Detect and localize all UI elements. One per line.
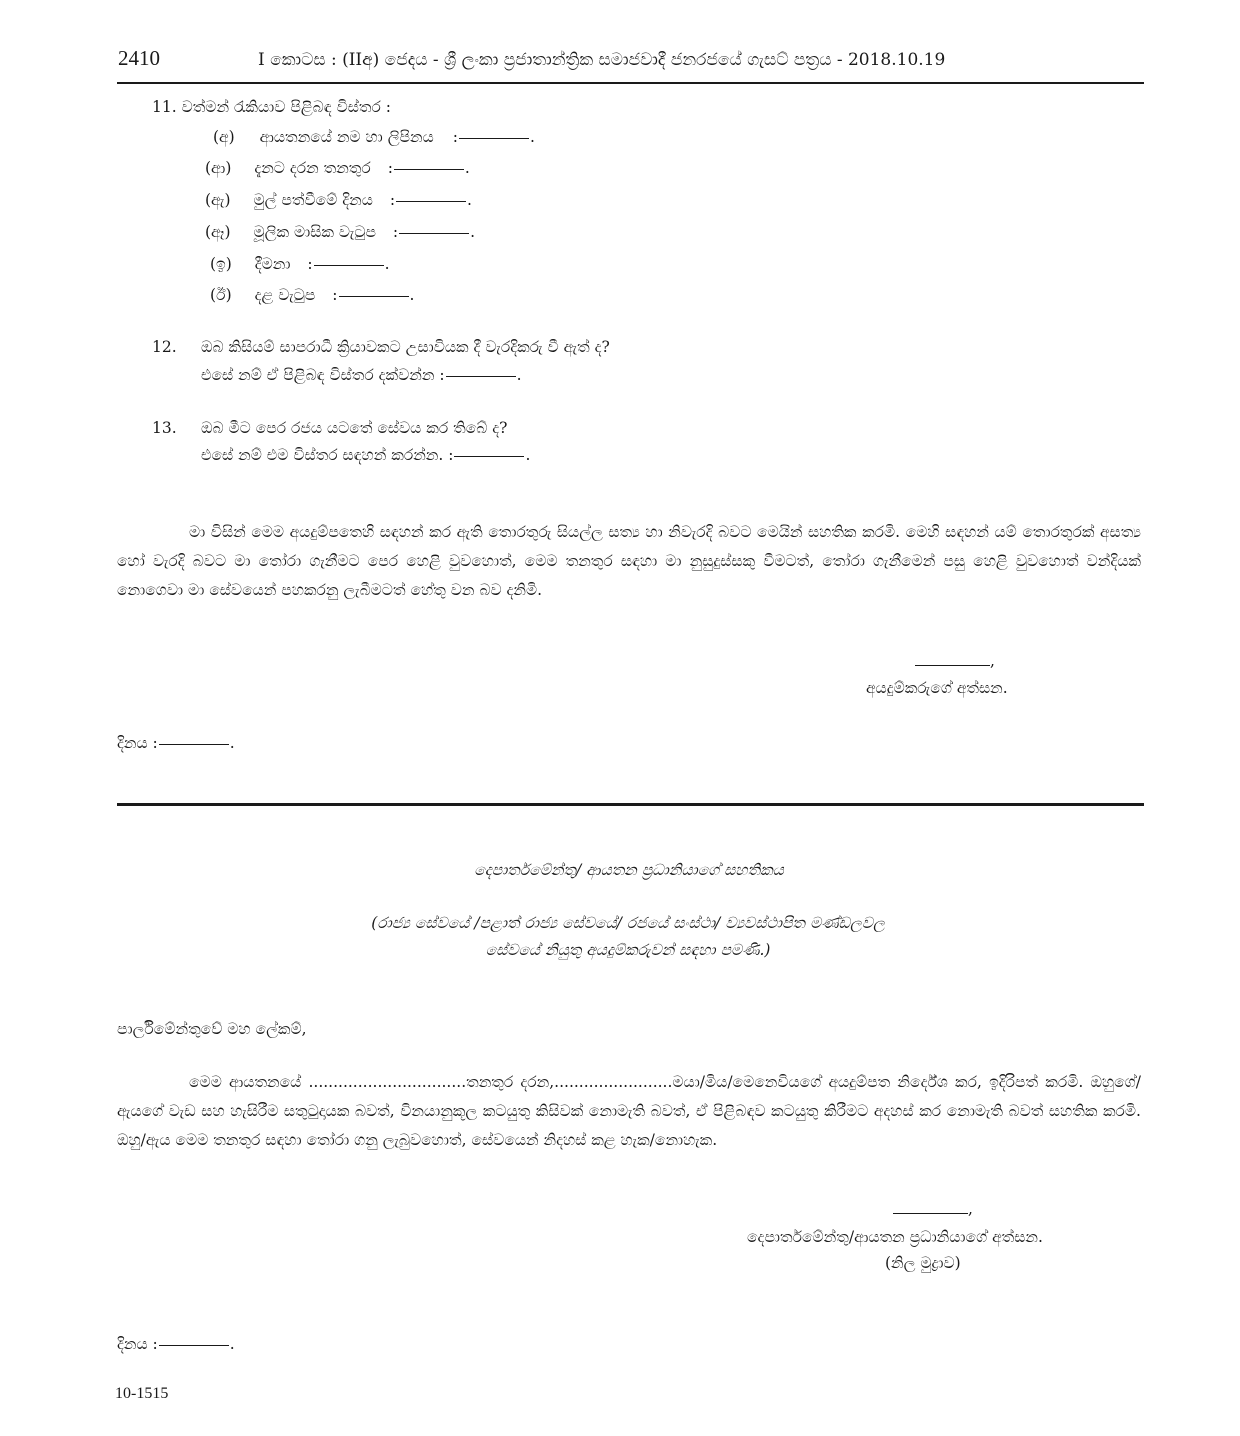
section-divider [117,803,1144,806]
certificate-heading: දෙපාර්තමේන්තු/ ආයතන ප්‍රධානියාගේ සහතිකය [474,861,784,879]
fill-blank [399,233,469,234]
section-11-item-aee: (ඈ) මූලික මාසික වැටුප : . [205,223,476,241]
section-11-item-aa: (ආ) දැනට දරන තනතුර : . [205,159,470,177]
fill-blank [394,169,464,170]
certificate-subheading-2: සේවයේ නියුතු අයදුම්කරුවන් සඳහා පමණි.) [485,941,771,959]
section-11-item-i: (ඉ) දීමනා : . [210,255,390,273]
applicant-signature-caption: අයදුම්කරුගේ අත්සන. [866,679,1008,697]
footer-reference-code: 10-1515 [115,1385,169,1402]
item-marker: (අ) [213,128,235,146]
section-13-number: 13. [152,419,177,437]
header-rule [117,82,1144,84]
section-12-details: එසේ නම් ඒ පිළිබඳ විස්තර දක්වන්න : . [201,366,522,384]
applicant-signature-line: , [915,652,995,670]
section-13-question: ඔබ මීට පෙර රජය යටතේ සේවය කර තිබේ ද? [201,419,508,437]
item-label: දැනට දරන තනතුර [254,159,371,177]
fill-blank [459,138,529,139]
item-marker: (ඊ) [210,286,232,304]
date-field-applicant: දිනය : . [117,734,235,752]
fill-blank [314,265,384,266]
head-signature-caption: දෙපාර්තමේන්තු/ආයතන ප්‍රධානියාගේ අත්සන. [747,1228,1043,1246]
item-marker: (ඉ) [210,255,232,273]
item-label: මුල් පත්වීමේ දිනය [253,191,373,209]
salutation: පාර්ලිමේන්තුවේ මහ ලේකම්, [117,1020,307,1038]
fill-blank [454,456,524,457]
official-seal-caption: (නිල මුද්‍රාව) [885,1254,961,1272]
certificate-subheading-1: (රාජ්‍ය සේවයේ /පළාත් රාජ්‍ය සේවයේ/ රජයේ සංස්ථා/ ව්‍යවස්ථාපිත මණ්ඩලවල [371,914,885,932]
fill-blank [446,376,516,377]
fill-blank [159,744,229,745]
item-marker: (ඈ) [205,223,231,241]
item-label: දළ වැටුප [254,286,316,304]
item-label: දීමනා [254,255,291,273]
section-11-item-ae: (ඇ) මුල් පත්වීමේ දිනය : . [205,191,472,209]
item-marker: (ඇ) [205,191,231,209]
fill-blank [396,201,466,202]
section-11-item-ii: (ඊ) දළ වැටුප : . [210,286,415,304]
page-number: 2410 [118,46,160,70]
head-signature-line: , [893,1200,973,1218]
section-13-details: එසේ නම් එම විස්තර සඳහන් කරන්න. : . [201,446,531,464]
fill-blank [339,296,409,297]
section-11-item-a: (අ) ආයතනයේ නම හා ලිපිනය : . [213,128,535,146]
section-12-question: ඔබ කිසියම් සාපරාධී ක්‍රියාවකට උසාවියක දී වැරදිකරු වී ඇත් ද? [201,338,610,356]
item-label: මූලික මාසික වැටුප [253,223,376,241]
date-field-certificate: දිනය : . [117,1335,235,1353]
item-label: ආයතනයේ නම හා ලිපිනය [259,128,434,146]
section-12-number: 12. [152,338,177,356]
running-title: I කොටස : (IIඅ) ජෙදය - ශ්‍රී ලංකා ප්‍රජාතාන්ත්‍රික සමාජවාදී ජනරජයේ ගැසට් පත්‍රය - 2018.10.19 [258,50,946,70]
declaration-paragraph: මා විසින් මෙම අයදුම්පතෙහි සඳහන් කර ඇති තොරතුරු සියල්ල සත්‍ය හා නිවැරදි බවට මෙයින් සහතික කරමි. මෙහි සඳහන් යම් තොරතුරක් අසත්‍ය හෝ වැරදි බවට මා තෝරා ගැනීමට පෙර හෙළි වුවහොත්, මෙම තනතුර සඳහා මා නුසුදුස්සකු වීමටත්, තෝරා ගැනීමෙන් පසු හෙළි වුවහොත් වන්දියක් නොගෙවා මා සේවයෙන් පහකරනු ලැබීමටත් හේතු වන බව දනිමි. [117,523,1141,599]
item-marker: (ආ) [205,159,232,177]
certificate-body: මෙම ආයතනයේ ................................තනතුර දරන,........................මයා/මිය/මෙනෙවියගේ අයදුම්පත නිර්දේශ කර, ඉදිරිපත් කරමි. ඔහුගේ/ඇයගේ වැඩ සහ හැසිරීම සතුටුදායක බවත්, විනයානුකූල කටයුතු කිසිවක් නොමැති බවත්, ඒ පිළිබඳව කටයුතු කිරීමට අදහස් කර නොමැති බවත් සහතික කරමි. ඔහු/ඇය මෙම තනතුර සඳහා තෝරා ගනු ලැබුවහොත්, සේවයෙන් නිදහස් කළ හැක/නොහැක. [117,1073,1141,1149]
section-11-title: 11. වත්මන් රැකියාව පිළිබඳ විස්තර : [152,98,391,116]
fill-blank [159,1345,229,1346]
